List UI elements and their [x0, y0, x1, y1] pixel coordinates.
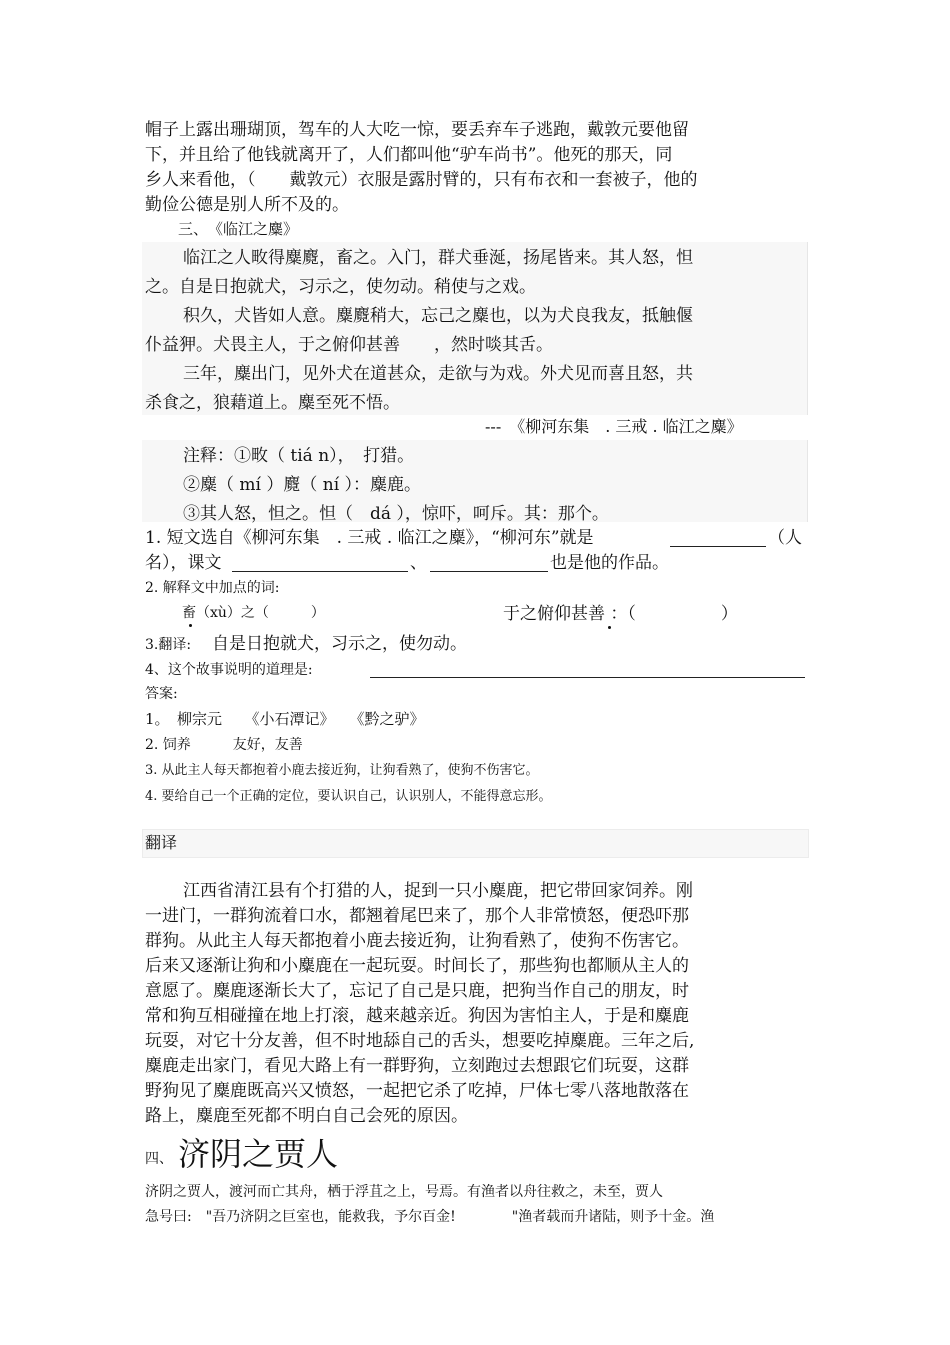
note-3: ③其人怒，怛之。怛（ dá ），惊吓，呵斥。其：那个。	[183, 504, 609, 524]
answer-4: 4. 要给自己一个正确的定位，要认识自己，认识别人，不能得意忘形。	[145, 789, 552, 804]
question-2a: 畜（xù）之（ ）	[182, 605, 325, 621]
note-1: 注释：①畋（ tiá n）， 打猎。	[183, 446, 415, 466]
passage-line: 三年，麋出门，见外犬在道甚众，走欲与为戏。外犬见而喜且怒，共	[183, 364, 693, 384]
section4-title: 济阴之贾人	[178, 1135, 339, 1173]
answer-3: 3. 从此主人每天都抱着小鹿去接近狗，让狗看熟了，使狗不伤害它。	[145, 763, 539, 778]
emphasis-dot	[608, 626, 611, 629]
emphasis-dot	[189, 624, 192, 627]
translation-line: 麋鹿走出家门，看见大路上有一群野狗，立刻跑过去想跟它们玩耍，这群	[145, 1056, 689, 1076]
answer-2: 2. 饲养 友好，友善	[145, 737, 303, 753]
answer-blank[interactable]	[430, 571, 548, 572]
translation-line: 玩耍，对它十分友善，但不时地舔自己的舌头，想要吃掉麋鹿。三年之后,	[145, 1031, 695, 1051]
passage-line: 临江之人畋得麋麑，畜之。入门，群犬垂涎，扬尾皆来。其人怒，怛	[183, 248, 693, 268]
passage-line: 杀食之，狼藉道上。麋至死不悟。	[145, 393, 400, 413]
note-2: ②麋（ mí ）麑（ ní ）：麋鹿。	[183, 475, 422, 495]
translation-line: 后来又逐渐让狗和小麋鹿在一起玩耍。时间长了，那些狗也都顺从主人的	[145, 956, 689, 976]
section4-line-1: 济阴之贾人，渡河而亡其舟，栖于浮苴之上，号焉。有渔者以舟往救之，未至，贾人	[145, 1184, 663, 1200]
translation-heading: 翻译	[145, 833, 178, 852]
intro-line-4: 勤俭公德是别人所不及的。	[145, 195, 349, 215]
question-1: 1. 短文选自《柳河东集 . 三戒 . 临江之麋》，“柳河东”就是	[145, 528, 594, 548]
question-3-label: 3.翻译:	[145, 637, 192, 653]
translation-line: 意愿了。麋鹿逐渐长大了，忘记了自己是只鹿，把狗当作自己的朋友，时	[145, 981, 689, 1001]
answer-blank[interactable]	[670, 546, 766, 547]
section3-heading: 三、 《临江之麋》	[178, 220, 299, 238]
answer-blank[interactable]	[232, 571, 408, 572]
intro-line-2: 下，并且给了他钱就离开了，人们都叫他“驴车尚书”。他死的那天，同	[145, 145, 673, 165]
passage-line: 之。自是日抱就犬，习示之，使勿动。稍使与之戏。	[145, 277, 536, 297]
question-1-sep: 、	[410, 553, 427, 573]
section4-number: 四、	[145, 1151, 173, 1167]
question-3-text: 自是日抱就犬，习示之，使勿动。	[212, 634, 467, 654]
passage-line: 积久，犬皆如人意。麋麑稍大，忘己之麋也，以为犬良我友，抵触偃	[183, 306, 693, 326]
answer-1: 1。 柳宗元 《小石潭记》 《黔之驴》	[145, 710, 425, 728]
question-1-end: 也是他的作品。	[550, 553, 669, 573]
translation-line: 江西省清江县有个打猎的人，捉到一只小麋鹿，把它带回家饲养。刚	[183, 881, 693, 901]
intro-line-3: 乡人来看他，（ 戴敦元）衣服是露肘臂的，只有布衣和一套被子，他的	[145, 170, 698, 190]
intro-line-1: 帽子上露出珊瑚顶，驾车的人大吃一惊，要丢弃车子逃跑，戴敦元要他留	[145, 120, 689, 140]
question-2: 2. 解释文中加点的词:	[145, 580, 280, 596]
question-1-line2: 名），课文	[145, 553, 222, 573]
translation-line: 常和狗互相碰撞在地上打滚，越来越亲近。狗因为害怕主人，于是和麋鹿	[145, 1006, 689, 1026]
passage-line: 仆益狎。犬畏主人，于之俯仰甚善 ，然时啖其舌。	[145, 335, 553, 355]
question-4: 4、这个故事说明的道理是:	[145, 662, 313, 678]
translation-line: 一进门，一群狗流着口水，都翘着尾巴来了，那个人非常愤怒，便恐吓那	[145, 906, 689, 926]
answer-label: 答案:	[145, 686, 178, 702]
translation-header-bar	[142, 829, 809, 858]
question-1-tail: （人	[768, 528, 802, 548]
passage-source: --- 《柳河东集 . 三戒 . 临江之麋》	[485, 417, 743, 436]
translation-line: 野狗见了麋鹿既高兴又愤怒，一起把它杀了吃掉，尸体七零八落地散落在	[145, 1081, 689, 1101]
question-2b: 于之俯仰甚善 ：（ ）	[503, 604, 738, 624]
translation-line: 路上，麋鹿至死都不明白自己会死的原因。	[145, 1106, 468, 1126]
section4-line-2: 急号曰: "吾乃济阴之巨室也，能救我，予尔百金! "渔者载而升诸陆，则予十金。渔	[145, 1209, 715, 1225]
translation-line: 群狗。从此主人每天都抱着小鹿去接近狗，让狗看熟了，使狗不伤害它。	[145, 931, 689, 951]
answer-blank[interactable]	[370, 677, 805, 678]
